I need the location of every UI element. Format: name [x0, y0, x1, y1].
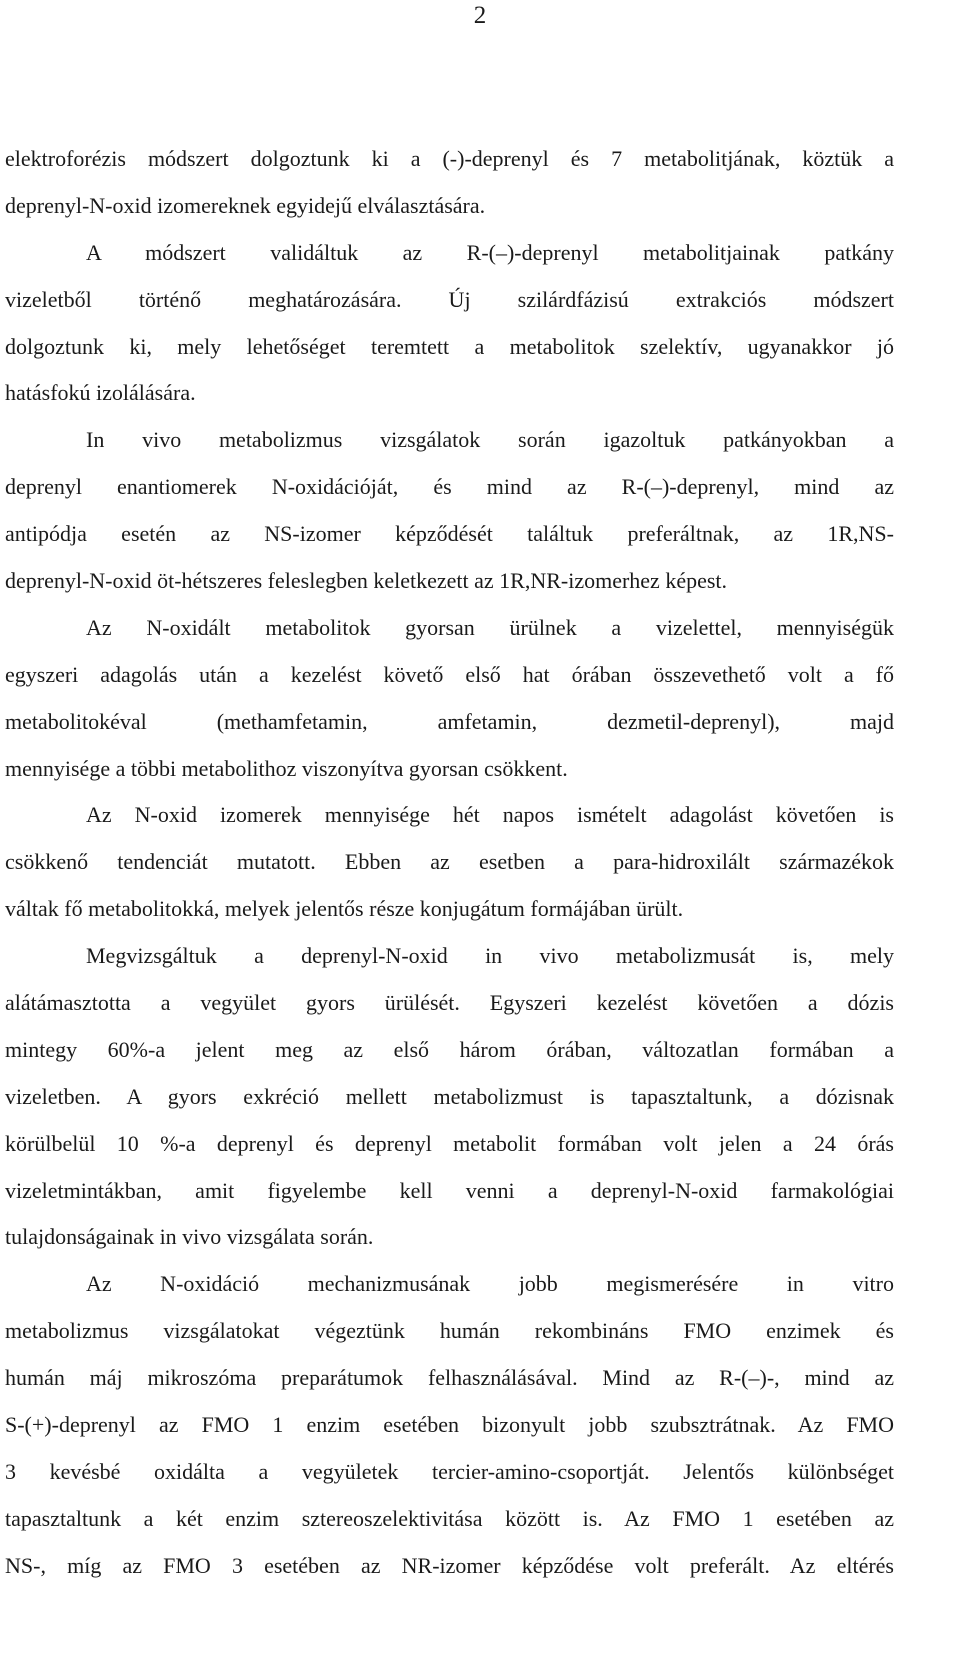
text-line: S-(+)-deprenyl az FMO 1 enzim esetében bizonyult jobb szubsztrátnak. Az FMO: [5, 1412, 894, 1438]
text-line: tapasztaltunk a két enzim sztereoszelektivitása között is. Az FMO 1 esetében az: [5, 1505, 894, 1531]
text-line: vizeletből történő meghatározására. Új szilárdfázisú extrakciós módszert: [5, 286, 894, 312]
text-line: antipódja esetén az NS-izomer képződését találtuk preferáltnak, az 1R,NS-: [5, 521, 894, 547]
text-line: 3 kevésbé oxidálta a vegyületek tercier-amino-csoportját. Jelentős különbséget: [5, 1458, 894, 1484]
text-line: humán máj mikroszóma preparátumok felhasználásával. Mind az R-(–)-, mind az: [5, 1365, 894, 1391]
text-line: körülbelül 10 %-a deprenyl és deprenyl metabolit formában volt jelen a 24 órás: [5, 1130, 894, 1156]
text-line: vizeletben. A gyors exkréció mellett metabolizmust is tapasztaltunk, a dózisnak: [5, 1083, 894, 1109]
text-line: Az N-oxid izomerek mennyisége hét napos ismételt adagolást követően is: [86, 802, 894, 828]
text-line: In vivo metabolizmus vizsgálatok során igazoltuk patkányokban a: [86, 427, 894, 453]
text-line: váltak fő metabolitokká, melyek jelentős része konjugátum formájában ürült.: [5, 896, 684, 922]
text-line: deprenyl-N-oxid izomereknek egyidejű elválasztására.: [5, 192, 486, 218]
text-line: mintegy 60%-a jelent meg az első három órában, változatlan formában a: [5, 1036, 894, 1062]
text-line: deprenyl enantiomerek N-oxidációját, és mind az R-(–)-deprenyl, mind az: [5, 474, 894, 500]
page-number: 2: [473, 2, 487, 29]
text-line: elektroforézis módszert dolgoztunk ki a (-)-deprenyl és 7 metabolitjának, köztük a: [5, 146, 894, 171]
text-line: Megvizsgáltuk a deprenyl-N-oxid in vivo metabolizmusát is, mely: [86, 943, 894, 969]
text-line: Az N-oxidáció mechanizmusának jobb megismerésére in vitro: [86, 1271, 894, 1297]
text-line: alátámasztotta a vegyület gyors ürülését. Egyszeri kezelést követően a dózis: [5, 990, 894, 1016]
text-line: metabolitokéval (methamfetamin, amfetamin, dezmetil-deprenyl), majd: [5, 708, 894, 734]
text-line: hatásfokú izolálására.: [5, 380, 196, 406]
text-line: tulajdonságainak in vivo vizsgálata során.: [5, 1224, 374, 1250]
body-text: [5, 136, 894, 1590]
text-line: egyszeri adagolás után a kezelést követő első hat órában összevethető volt a fő: [5, 661, 894, 687]
text-line: dolgoztunk ki, mely lehetőséget teremtett a metabolitok szelektív, ugyanakkor jó: [5, 333, 894, 359]
text-line: deprenyl-N-oxid öt-hétszeres feleslegben keletkezett az 1R,NR-izomerhez képest.: [5, 568, 728, 594]
text-line: mennyisége a többi metabolithoz viszonyítva gyorsan csökkent.: [5, 755, 568, 781]
text-line: metabolizmus vizsgálatokat végeztünk humán rekombináns FMO enzimek és: [5, 1318, 894, 1344]
text-line: A módszert validáltuk az R-(–)-deprenyl metabolitjainak patkány: [86, 239, 894, 265]
text-line: vizeletmintákban, amit figyelembe kell venni a deprenyl-N-oxid farmakológiai: [5, 1177, 894, 1203]
text-line: Az N-oxidált metabolitok gyorsan ürülnek a vizelettel, mennyiségük: [86, 614, 894, 640]
text-line: csökkenő tendenciát mutatott. Ebben az esetben a para-hidroxilált származékok: [5, 849, 894, 875]
text-line: NS-, míg az FMO 3 esetében az NR-izomer képződése volt preferált. Az eltérés: [5, 1552, 894, 1578]
